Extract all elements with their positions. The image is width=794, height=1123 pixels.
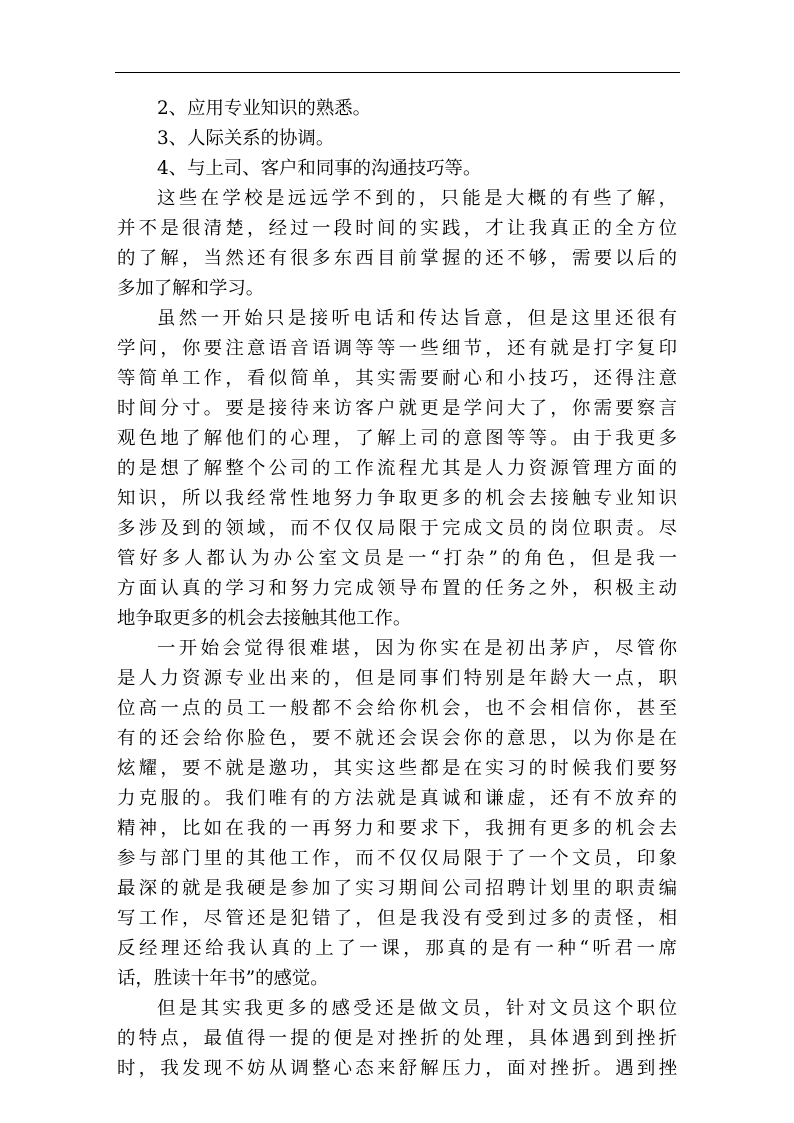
paragraph-line: 力克服的。我们唯有的方法就是真诚和谦虚，还有不放弃的 [117,788,677,809]
paragraph-line: 一开始会觉得很难堪，因为你实在是初出茅庐，尽管你 [157,638,677,659]
paragraph-line: 地争取更多的机会去接触其他工作。 [117,608,412,629]
paragraph-line: 等简单工作，看似简单，其实需要耐心和小技巧，还得注意 [117,368,677,389]
paragraph-line: 方面认真的学习和努力完成领导布置的任务之外，积极主动 [117,578,677,599]
paragraph-line: 这些在学校是远远学不到的，只能是大概的有些了解， [157,188,677,209]
document-body [117,94,677,1084]
paragraph-line: 的了解，当然还有很多东西目前掌握的还不够，需要以后的 [117,248,677,269]
paragraph-line: 知识，所以我经常性地努力争取更多的机会去接触专业知识 [117,488,677,509]
paragraph-line: 时间分寸。要是接待来访客户就更是学问大了，你需要察言 [117,398,677,419]
paragraph-line: 的特点，最值得一提的便是对挫折的处理，具体遇到到挫折 [117,1028,677,1049]
paragraph-line: 话，胜读十年书”的感觉。 [117,968,329,989]
paragraph-line: 多涉及到的领域，而不仅仅局限于完成文员的岗位职责。尽 [117,518,677,539]
paragraph-line: 时，我发现不妨从调整心态来舒解压力，面对挫折。遇到挫 [117,1058,677,1079]
paragraph-line: 但是其实我更多的感受还是做文员，针对文员这个职位 [157,998,677,1019]
list-item: 4、与上司、客户和同事的沟通技巧等。 [157,158,482,179]
paragraph-line: 有的还会给你脸色，要不就还会误会你的意思，以为你是在 [117,728,677,749]
paragraph-line: 写工作，尽管还是犯错了，但是我没有受到过多的责怪，相 [117,908,677,929]
paragraph-line: 参与部门里的其他工作，而不仅仅局限于了一个文员，印象 [117,848,677,869]
paragraph-line: 虽然一开始只是接听电话和传达旨意，但是这里还很有 [157,308,677,329]
paragraph-line: 最深的就是我硬是参加了实习期间公司招聘计划里的职责编 [117,878,677,899]
paragraph-line: 精神，比如在我的一再努力和要求下，我拥有更多的机会去 [117,818,677,839]
paragraph-line: 并不是很清楚，经过一段时间的实践，才让我真正的全方位 [117,218,677,239]
paragraph-line: 多加了解和学习。 [117,278,265,299]
list-item: 3、人际关系的协调。 [157,128,335,149]
paragraph-line: 的是想了解整个公司的工作流程尤其是人力资源管理方面的 [117,458,677,479]
paragraph-line: 反经理还给我认真的上了一课，那真的是有一种“听君一席 [117,938,677,959]
list-item: 2、应用专业知识的熟悉。 [157,98,371,119]
paragraph-line: 炫耀，要不就是邀功，其实这些都是在实习的时候我们要努 [117,758,677,779]
paragraph-line: 观色地了解他们的心理，了解上司的意图等等。由于我更多 [117,428,677,449]
paragraph-line: 是人力资源专业出来的，但是同事们特别是年龄大一点，职 [117,668,677,689]
paragraph-line: 位高一点的员工一般都不会给你机会，也不会相信你，甚至 [117,698,677,719]
paragraph-line: 学问，你要注意语音语调等等一些细节，还有就是打字复印 [117,338,677,359]
header-rule [115,72,680,73]
paragraph-line: 管好多人都认为办公室文员是一“打杂”的角色，但是我一 [117,548,677,569]
